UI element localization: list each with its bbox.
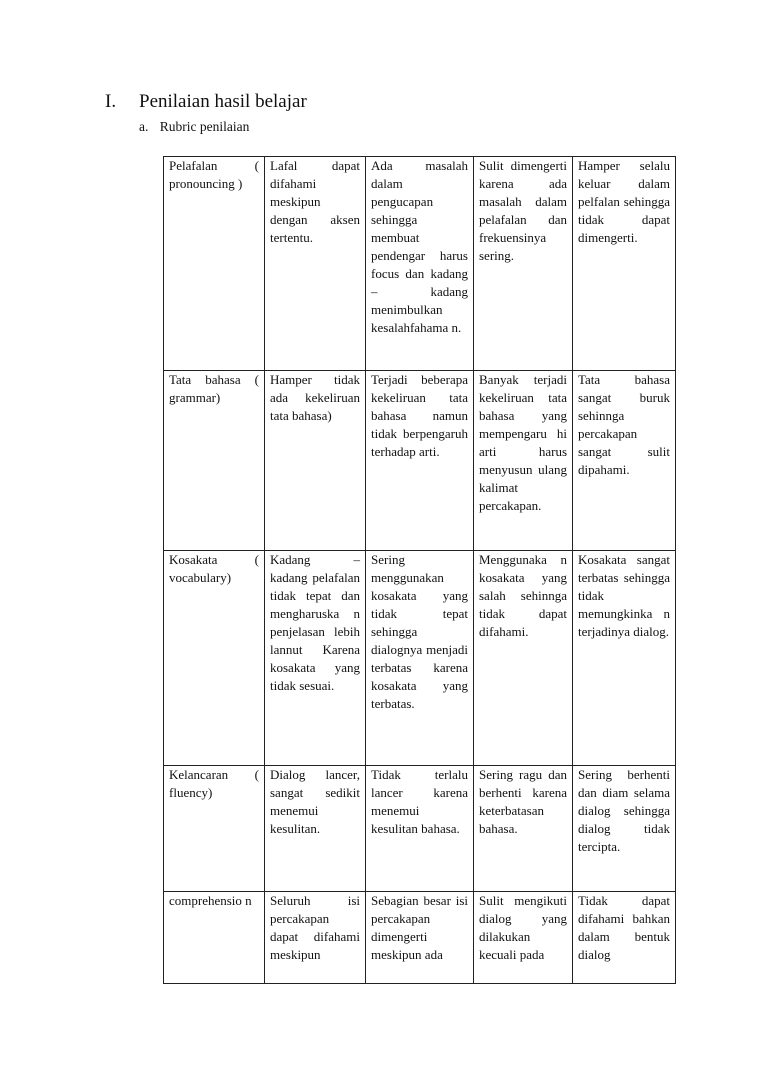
section-heading (105, 90, 665, 114)
criteria-cell: Sering berhenti dan diam selama dialog sehingga dialog tidak tercipta. (573, 766, 676, 892)
rubric-table (163, 156, 676, 984)
aspect-text: comprehensio n (169, 893, 252, 908)
criteria-cell: Terjadi beberapa kekeliruan tata bahasa namun tidak berpengaruh terhadap arti. (366, 371, 474, 551)
criteria-cell: Lafal dapat difahami meskipun dengan aksen tertentu. (265, 157, 366, 371)
criteria-text: Sebagian besar isi percakapan dimengerti meskipun ada (371, 893, 468, 962)
criteria-cell (573, 892, 676, 984)
criteria-cell: Tidak terlalu lancer karena menemui kesulitan bahasa. (366, 766, 474, 892)
table-row (164, 551, 676, 766)
criteria-cell (366, 892, 474, 984)
table-row (164, 371, 676, 551)
aspect-cell (164, 892, 265, 984)
subsection-letter: a. (139, 119, 149, 134)
criteria-cell: Hamper tidak ada kekeliruan tata bahasa) (265, 371, 366, 551)
criteria-cell: Sulit dimengerti karena ada masalah dalam pelafalan dan frekuensinya sering. (474, 157, 573, 371)
criteria-cell: Tata bahasa sangat buruk sehinnga percakapan sangat sulit dipahami. (573, 371, 676, 551)
criteria-cell: Kosakata sangat terbatas sehingga tidak memungkinka n terjadinya dialog. (573, 551, 676, 766)
subsection-title: Rubric penilaian (159, 119, 250, 134)
criteria-cell: Ada masalah dalam pengucapan sehingga membuat pendengar harus focus dan kadang – kadang menimbulkan kesalahfahama n. (366, 157, 474, 371)
aspect-cell: Tata bahasa ( grammar) (164, 371, 265, 551)
criteria-text: Tidak dapat difahami bahkan dalam bentuk dialog (578, 893, 670, 962)
aspect-cell: Kelancaran ( fluency) (164, 766, 265, 892)
criteria-cell: Sering ragu dan berhenti karena keterbatasan bahasa. (474, 766, 573, 892)
table-row (164, 157, 676, 371)
aspect-cell: Kosakata ( vocabulary) (164, 551, 265, 766)
table-row (164, 766, 676, 892)
table-row (164, 892, 676, 984)
section-title: Penilaian hasil belajar (139, 91, 307, 112)
criteria-cell: Menggunaka n kosakata yang salah sehinnga tidak dapat difahami. (474, 551, 573, 766)
section-number: I. (105, 91, 117, 112)
criteria-cell: Sering menggunakan kosakata yang tidak tepat sehingga dialognya menjadi terbatas karena kosakata yang terbatas. (366, 551, 474, 766)
criteria-text: Sulit mengikuti dialog yang dilakukan kecuali pada (479, 893, 567, 962)
criteria-text: Seluruh isi percakapan dapat difahami meskipun (270, 893, 360, 962)
criteria-cell: Dialog lancer, sangat sedikit menemui kesulitan. (265, 766, 366, 892)
subsection-heading (139, 118, 249, 136)
criteria-cell (265, 892, 366, 984)
criteria-cell: Hamper selalu keluar dalam pelfalan sehingga tidak dapat dimengerti. (573, 157, 676, 371)
criteria-cell: Kadang – kadang pelafalan tidak tepat dan mengharuska n penjelasan lebih lannut Karena kosakata yang tidak sesuai. (265, 551, 366, 766)
criteria-cell (474, 892, 573, 984)
aspect-cell: Pelafalan ( pronouncing ) (164, 157, 265, 371)
criteria-cell: Banyak terjadi kekeliruan tata bahasa yang mempengaru hi arti harus menyusun ulang kalimat percakapan. (474, 371, 573, 551)
